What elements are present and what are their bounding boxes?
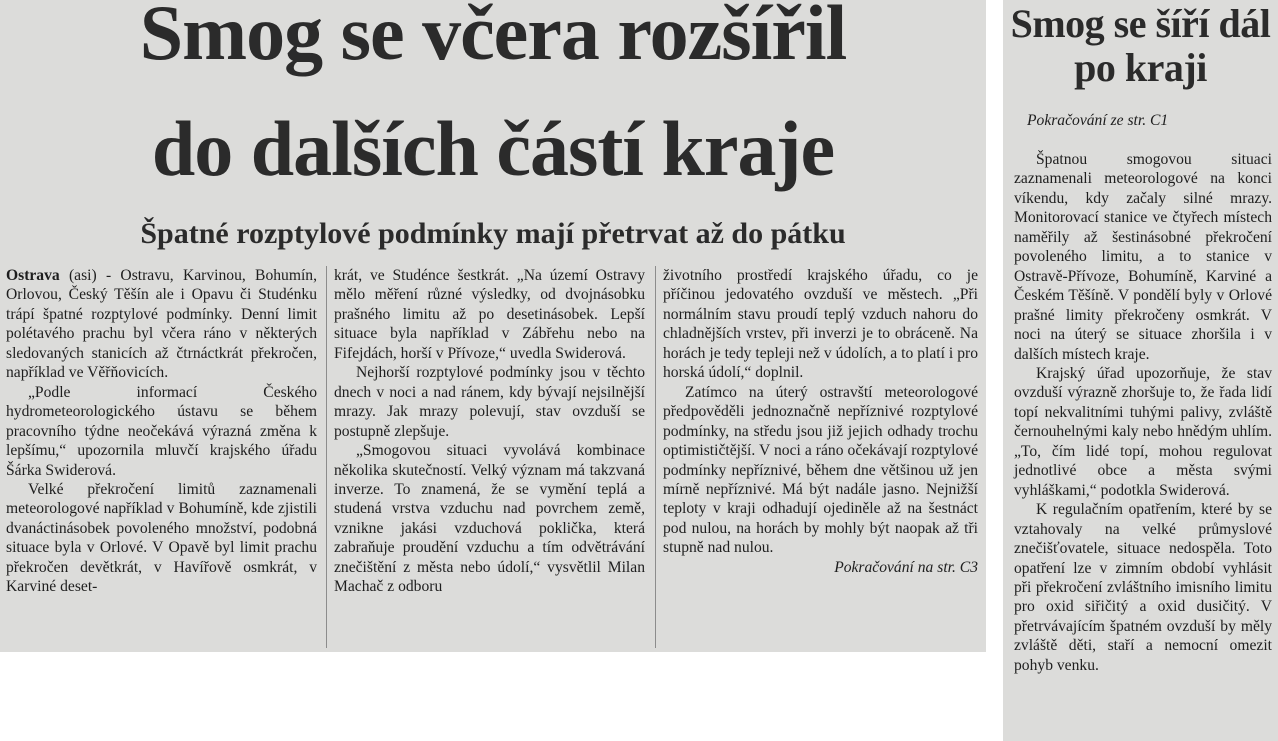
headline-line-1: Smog se včera rozšířil <box>139 0 847 76</box>
subheadline: Špatné rozptylové podmínky mají přetrvat až do pátku <box>140 217 846 250</box>
paragraph: „Smogovou situaci vyvolává kombinace několika skutečností. Velký význam má takzvaná inverze. To znamená, že se vymění teplá a studená vrstva vzduchu nad povrchem země, vznikne jakási vzduchová poklička, která zabraňuje proudění vzduchu a tím odvětrávání znečištění z města nebo údolí,“ vysvětlil Milan Machač z odboru <box>334 442 645 596</box>
paragraph: krát, ve Studénce šestkrát. „Na území Ostravy mělo měření různé výsledky, od dvojnásobku prašného limitu až po desetinásobek. Lepší situace byla například v Zábřehu nebo na Fifejdách, horší v Přívoze,“ uvedla Swiderová. <box>334 267 645 362</box>
continued-note: Pokračování na str. C3 <box>834 558 978 576</box>
paragraph: Krajský úřad upozorňuje, že stav ovzduší výrazně zhoršuje to, že řada lidí topí nekvalitními tuhými palivy, zvláště černouhelnými kaly nebo hnědým uhlím. „To, čím lidé topí, mohou regulovat jednotlivé obce a města svými vyhláškami,“ podotkla Swiderová. <box>1014 364 1272 499</box>
paragraph <box>6 266 317 383</box>
paragraph: K regulačním opatřením, které by se vztahovaly na velké průmyslové znečišťovatele, situace nedospěla. Toto opatření lze v zimním období vyhlásit při překročení zvláštního imisního limitu pro oxid siřičitý a oxid dusičitý. V přetrvávajícím špatném ovzduší by měly zvláště děti, staří a nemocní omezit pohyb venku. <box>1014 501 1272 674</box>
article-column-2 <box>334 266 645 597</box>
dateline: Ostrava <box>6 267 60 284</box>
continuation-title: Smog se šíří dál po kraji <box>1010 1 1271 90</box>
continuation-clipping <box>1003 0 1278 741</box>
paragraph: Špatnou smogovou situaci zaznamenali meteorologové na konci víkendu, kdy začaly silné mrazy. Monitorovací stanice ve čtyřech místech naměřily až šestinásobné překročení povoleného limitu, a to stanice v Ostravě-Přívoze, Bohumíně, Karviné a Českém Těšíně. V pondělí byly v Orlové prašné limity překročeny osmkrát. V noci na úterý se situace zhoršila i v dalších místech kraje. <box>1014 151 1272 363</box>
continued-from-note: Pokračování ze str. C1 <box>1027 112 1169 129</box>
paragraph-text: (asi) - Ostravu, Karvinou, Bohumín, Orlovou, Český Těšín ale i Opavu či Studénku trápí špatné rozptylové podmínky. Denní limit polétavého prachu byl včera ráno v některých sledovaných stanicích až čtrnáctkrát překročen, například ve Věřňovicích. <box>6 267 317 382</box>
paragraph: Nejhorší rozptylové podmínky jsou v těchto dnech v noci a nad ránem, kdy bývají nejsilnější mrazy. Jak mrazy polevují, stav ovzduší se postupně zlepšuje. <box>334 364 645 440</box>
column-divider <box>655 266 656 648</box>
column-divider <box>326 266 327 648</box>
headline-line-2: do dalších částí kraje <box>151 105 835 192</box>
continuation-column <box>1014 150 1272 675</box>
paragraph: životního prostředí krajského úřadu, co je příčinou jedovatého ovzduší ve městech. „Při normálním stavu proudí teplý vzduch nahoru do chladnějších vrstev, při inverzi je to obráceně. Na horách je tedy tepleji než v údolích, a to platí i pro horská údolí,“ doplnil. <box>663 267 978 382</box>
paragraph: Velké překročení limitů zaznamenali meteorologové například v Bohumíně, kde zjistili dvanáctinásobek povoleného množství, podobná situace byla v Orlové. V Opavě byl limit prachu překročen devětkrát, v Havířově osmkrát, v Karviné deset- <box>6 480 317 596</box>
article-column-1 <box>6 266 317 597</box>
paragraph: „Podle informací Českého hydrometeorologického ústavu se během pracovního týdne neočekává výrazná změna k lepšímu,“ upozornila mluvčí krajského úřadu Šárka Swiderová. <box>6 383 317 479</box>
paragraph: Zatímco na úterý ostravští meteorologové předpověděli jednoznačně nepříznivé rozptylové podmínky, na středu jsou již jejich odhady trochu optimističtější. V noci a ráno očekávají rozptylové podmínky nepříznivé, během dne většinou už jen mírně nepříznivé. Má být nadále jasno. Nejnižší teploty v kraji odhadují ojediněle až na šestnáct pod nulou, na horách by mohly být naopak až tři stupně nad nulou. <box>663 383 978 557</box>
article-column-3 <box>663 266 978 577</box>
